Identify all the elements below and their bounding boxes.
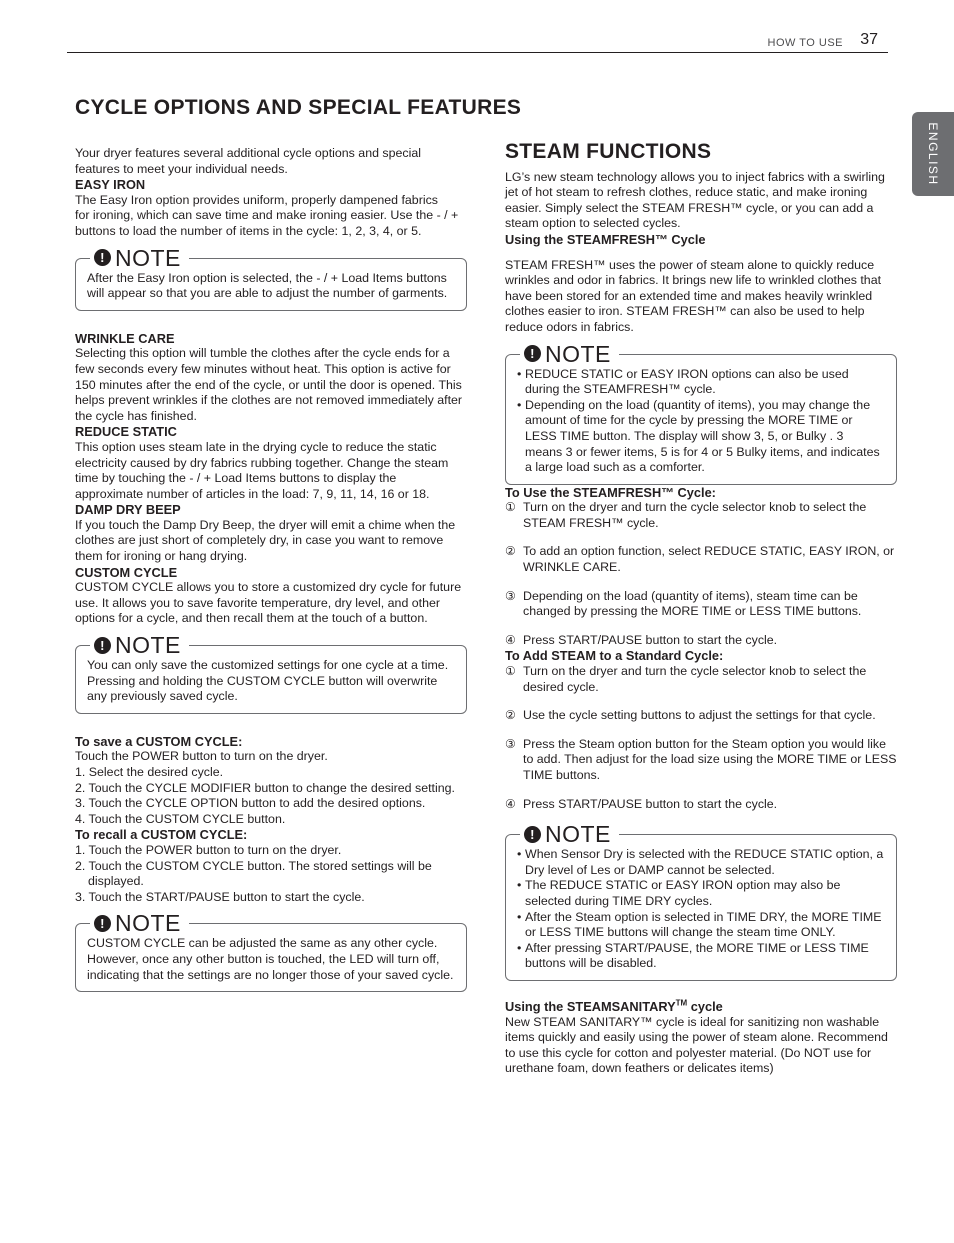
recall-custom-steps [75,843,467,905]
recall-custom-heading: To recall a CUSTOM CYCLE: [75,827,248,843]
custom-cycle-note [75,632,467,714]
list-item [505,544,897,575]
save-custom-heading: To save a CUSTOM CYCLE: [75,733,243,749]
wrinkle-care-heading: WRINKLE CARE [75,330,175,346]
steamfresh-note [505,340,897,485]
step-text: Depending on the load (quantity of items), steam time can be changed by pressing the MORE TIME or LESS TIME buttons. [523,588,862,619]
steamsanitary-heading [505,999,897,1015]
step-text: Press START/PAUSE button to start the cycle. [523,796,778,811]
steamsanitary-heading-pre: Using the STEAMSANITARY [505,998,676,1014]
page-number: 37 [860,31,878,48]
intro-text: Your dryer features several additional cycle options and special features to meet your individual needs. [75,146,421,176]
using-steamfresh-heading: Using the STEAMFRESH™ Cycle [505,231,706,247]
right-column [505,140,897,1077]
exclamation-icon: ! [94,249,111,266]
note-label-text: NOTE [115,910,181,937]
steamsanitary-body: New STEAM SANITARY™ cycle is ideal for sanitizing non washable items quickly and easily using the power of steam alone. Recommend to use this cycle for cotton and polyester material. (Do NOT use for urethane foam, down feathers or delicates items) [505,1014,888,1076]
step-marker: ③ [505,736,516,751]
using-steamfresh-body: STEAM FRESH™ uses the power of steam alone to quickly reduce wrinkles and odor in fabrics. It brings new life to wrinkled clothes that have been stored for an extended time and makes heavily wrinkled clothes easier to iron. STEAM FRESH™ can also be used to help reduce odors in fabrics. [505,257,882,334]
exclamation-icon: ! [524,345,541,362]
list-item: • When Sensor Dry is selected with the REDUCE STATIC option, a Dry level of Les or DAMP cannot be selected. [517,847,884,878]
steamfresh-note-list [517,367,884,476]
note-label-text: NOTE [545,821,611,848]
note-label [520,341,619,367]
easy-iron-note [75,244,467,311]
easy-iron-heading: EASY IRON [75,177,146,193]
list-item [505,737,897,784]
to-use-heading: To Use the STEAMFRESH™ Cycle: [505,484,716,500]
step-marker: ① [505,500,516,515]
list-item [505,500,897,531]
list-item [505,664,897,695]
list-item: • The REDUCE STATIC or EASY IRON option may also be selected during TIME DRY cycles. [517,878,884,909]
list-item [505,589,897,620]
list-item [505,633,897,649]
easy-iron-body-1: The Easy Iron option provides uniform, properly dampened fabrics [75,192,438,207]
custom-cycle-heading: CUSTOM CYCLE [75,564,178,580]
recall-custom-note-text: CUSTOM CYCLE can be adjusted the same as any other cycle. However, once any other button is touched, the LED will turn off, indicating that the settings are no longer those of your saved cycle. [87,936,454,982]
list-item: • Depending on the load (quantity of items), you may change the amount of time for the cycle by pressing the MORE TIME or LESS TIME button. The display will show 3, 5, or Bulky . 3 means 3 or fewer items, 5 is for 4 or 5 Bulky items, and indicates a large load such as a comforter. [517,398,884,476]
step-text: Press the Steam option button for the Steam option you would like to add. Then adjust for the load size using the MORE TIME or LESS TIME buttons. [523,736,897,782]
reduce-static-body: This option uses steam late in the drying cycle to reduce the static electricity caused by dry fabrics rubbing together. Change the steam time by touching the - / + Load Items buttons to display the approximate number of articles in the load: 7, 9, 11, 14, 16 or 18. [75,439,449,501]
note-label [90,245,189,271]
step-marker: ② [505,708,516,723]
list-item: 4. Touch the CUSTOM CYCLE button. [75,811,286,826]
list-item: 2. Touch the CUSTOM CYCLE button. The stored settings will be displayed. [75,858,432,889]
list-item: • After the Steam option is selected in TIME DRY, the MORE TIME or LESS TIME buttons will change the steam time ONLY. [517,910,884,941]
steam-functions-title: STEAM FUNCTIONS [505,140,712,163]
step-text: To add an option function, select REDUCE STATIC, EASY IRON, or WRINKLE CARE. [523,544,895,575]
language-tab [912,112,954,196]
easy-iron-note-text: After the Easy Iron option is selected, the - / + Load Items buttons will appear so that you are able to adjust the number of garments. [87,270,448,301]
step-marker: ④ [505,796,516,811]
damp-dry-beep-body: If you touch the Damp Dry Beep, the dryer will emit a chime when the clothes are just short of completely dry, in case you want to remove them for ironing or hang drying. [75,517,456,564]
exclamation-icon: ! [524,826,541,843]
step-marker: ① [505,664,516,679]
note-label [90,910,189,936]
language-tab-label: ENGLISH [926,122,940,186]
to-add-heading: To Add STEAM to a Standard Cycle: [505,648,724,664]
save-custom-intro: Touch the POWER button to turn on the dryer. [75,749,328,764]
wrinkle-care-body: Selecting this option will tumble the clothes after the cycle ends for a few seconds every few minutes without heat. This option is active for 150 minutes after the end of the cycle, or until the door is opened. This helps prevent wrinkles if the clothes are not removed immediately after the cycle has finished. [75,346,463,423]
steamsanitary-heading-post: cycle [687,998,723,1014]
list-item [505,797,897,813]
list-item: 3. Touch the CYCLE OPTION button to add the desired options. [75,796,426,811]
custom-cycle-body: CUSTOM CYCLE allows you to store a customized dry cycle for future use. It allows you to save favorite temperature, dry level, and other options for a cycle, and then recall them at the touch of a button. [75,580,462,626]
damp-dry-beep-heading: DAMP DRY BEEP [75,502,181,518]
left-column [75,146,467,992]
recall-custom-note [75,910,467,992]
list-item: 3. Touch the START/PAUSE button to start the cycle. [75,889,365,904]
step-text: Turn on the dryer and turn the cycle selector knob to select the STEAM FRESH™ cycle. [523,500,867,530]
step-text: Use the cycle setting buttons to adjust the settings for that cycle. [523,708,876,723]
page-title: CYCLE OPTIONS AND SPECIAL FEATURES [75,96,522,119]
step-text: Press START/PAUSE button to start the cycle. [523,632,778,647]
to-use-steps [505,500,897,648]
steam-option-note-list [517,847,884,972]
steam-intro: LG’s new steam technology allows you to inject fabrics with a swirling jet of hot steam to refresh clothes, reduce static, and make ironing easier. Simply select the STEAM FRESH™ cycle, or you can add a steam option to selected cycles. [505,169,885,231]
step-marker: ③ [505,588,516,603]
to-add-steps [505,664,897,812]
trademark-sup: TM [675,998,688,1008]
list-item: 1. Touch the POWER button to turn on the dryer. [75,842,342,857]
note-label [90,632,189,658]
note-label-text: NOTE [545,340,611,367]
list-item: 2. Touch the CYCLE MODIFIER button to change the desired setting. [75,780,455,795]
header-section: HOW TO USE [767,37,843,49]
exclamation-icon: ! [94,637,111,654]
save-custom-steps [75,765,467,827]
note-label [520,821,619,847]
exclamation-icon: ! [94,915,111,932]
step-text: Turn on the dryer and turn the cycle selector knob to select the desired cycle. [523,664,867,694]
list-item: 1. Select the desired cycle. [75,765,224,779]
header-rule [67,52,888,53]
note-label-text: NOTE [115,244,181,271]
step-marker: ④ [505,632,516,647]
note-label-text: NOTE [115,632,181,659]
steam-option-note [505,821,897,981]
list-item: • After pressing START/PAUSE, the MORE TIME or LESS TIME buttons will be disabled. [517,941,884,972]
list-item: • REDUCE STATIC or EASY IRON options can also be used during the STEAMFRESH™ cycle. [517,367,884,398]
step-marker: ② [505,544,516,559]
reduce-static-heading: REDUCE STATIC [75,424,177,440]
custom-cycle-note-text: You can only save the customized settings for one cycle at a time. Pressing and holding the CUSTOM CYCLE button will overwrite any previously saved cycle. [87,658,449,704]
easy-iron-body-2: for ironing, which can save time and make ironing easier. Use the - / + buttons to load the number of items in the cycle: 1, 2, 3, 4, or 5. [75,208,459,238]
list-item [505,708,897,724]
